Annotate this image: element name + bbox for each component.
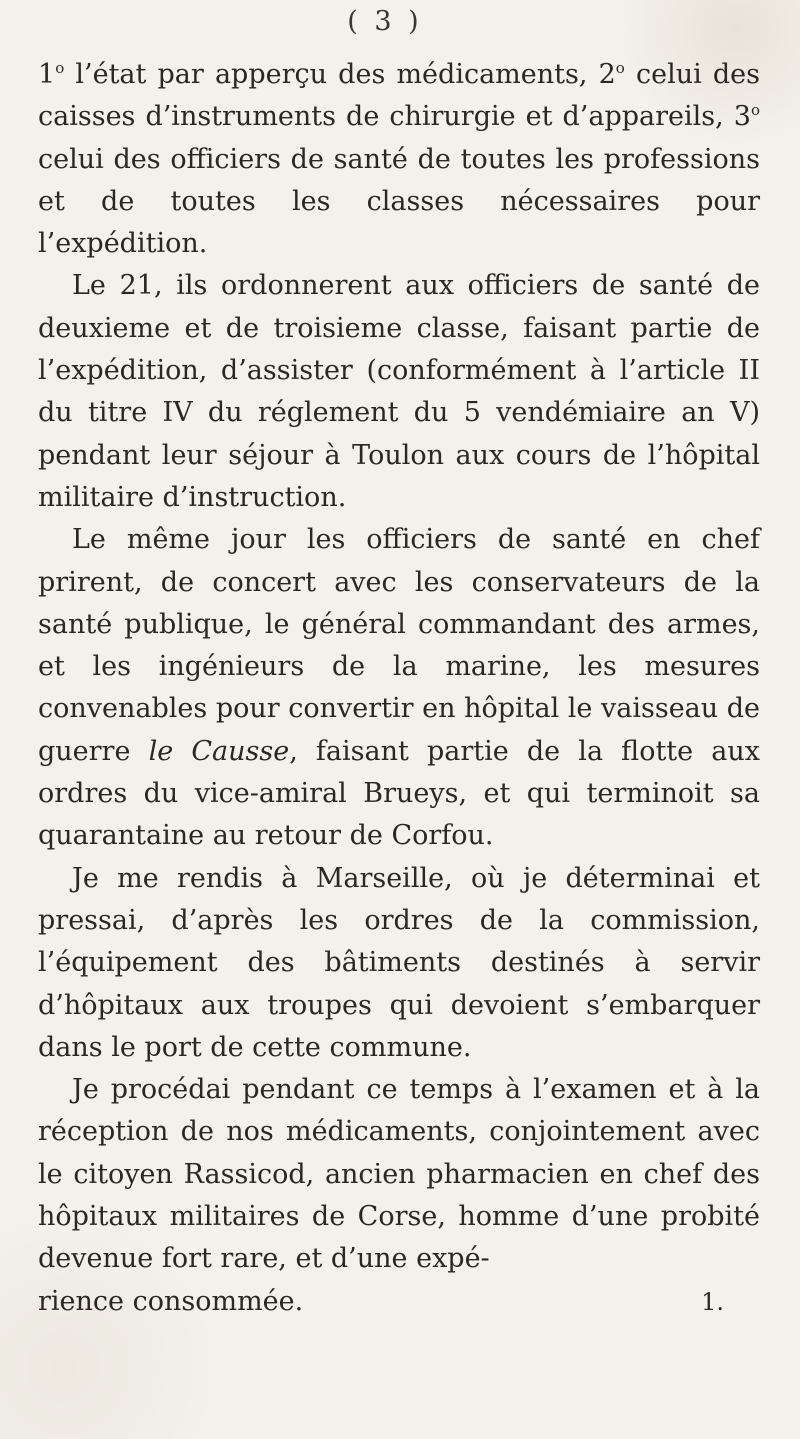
paragraph-1-text-c: celui des officiers de santé de toutes les professions et de toutes les classes nécessaires pour l’expédition. bbox=[38, 143, 760, 260]
item-number-3-ordinal: o bbox=[750, 101, 760, 120]
paragraph-2 bbox=[38, 265, 760, 519]
paragraph-1-text-a: l’état par apperçu des médicaments, bbox=[64, 59, 599, 90]
item-number-2-ordinal: o bbox=[615, 59, 625, 77]
item-number-3: 3 bbox=[733, 101, 751, 133]
paragraph-3-text-a: Le même jour les officiers de santé en chef prirent, de concert avec les conservateurs de la santé publique, le général commandant des armes, et les ingénieurs de la marine, les mesures convenables pour convertir en hôpital le vaisseau de guerre bbox=[38, 524, 760, 767]
item-number-1: 1 bbox=[38, 59, 56, 90]
final-line bbox=[38, 1281, 728, 1323]
signature-mark: 1. bbox=[701, 1287, 724, 1316]
paragraph-1-text-b: celui des caisses d’instruments de chirurgie et d’appareils, bbox=[38, 59, 760, 133]
paragraph-5-text: Je procédai pendant ce temps à l’examen et à la réception de nos médicaments, conjointement avec le citoyen Rassicod, ancien pharmacien en chef des hôpitaux militaires de Corse, homme d’une probité devenue fort rare, et d’une expé- bbox=[38, 1074, 760, 1275]
paragraph-5 bbox=[38, 1069, 760, 1280]
paragraph-3 bbox=[38, 519, 760, 857]
paragraph-1 bbox=[38, 54, 760, 265]
ship-name: le Causse bbox=[148, 735, 290, 767]
paragraph-4-text: Je me rendis à Marseille, où je déterminai et pressai, d’après les ordres de la commission, l’équipement des bâtiments destinés à servir d’hôpitaux aux troupes qui devoient s’embarquer dans le port de cette commune. bbox=[38, 862, 760, 1063]
paragraph-4 bbox=[38, 858, 760, 1069]
final-line-text: rience consommée. bbox=[38, 1285, 304, 1317]
paragraph-3-text-b: , faisant partie de la flotte aux ordres du vice-amiral Brueys, et qui terminoit sa quarantaine au retour de Corfou. bbox=[38, 735, 760, 852]
paragraph-2-text: Le 21, ils ordonnerent aux officiers de santé de deuxieme et de troisieme classe, faisant partie de l’expédition, d’assister (conformément à l’article II du titre IV du réglement du 5 vendémiaire an V) pendant leur séjour à Toulon aux cours de l’hôpital militaire d’instruction. bbox=[38, 270, 760, 513]
item-number-1-ordinal: o bbox=[55, 59, 65, 77]
body-text bbox=[38, 54, 760, 1323]
item-number-2: 2 bbox=[598, 59, 616, 90]
page-number: ( 3 ) bbox=[347, 6, 423, 37]
